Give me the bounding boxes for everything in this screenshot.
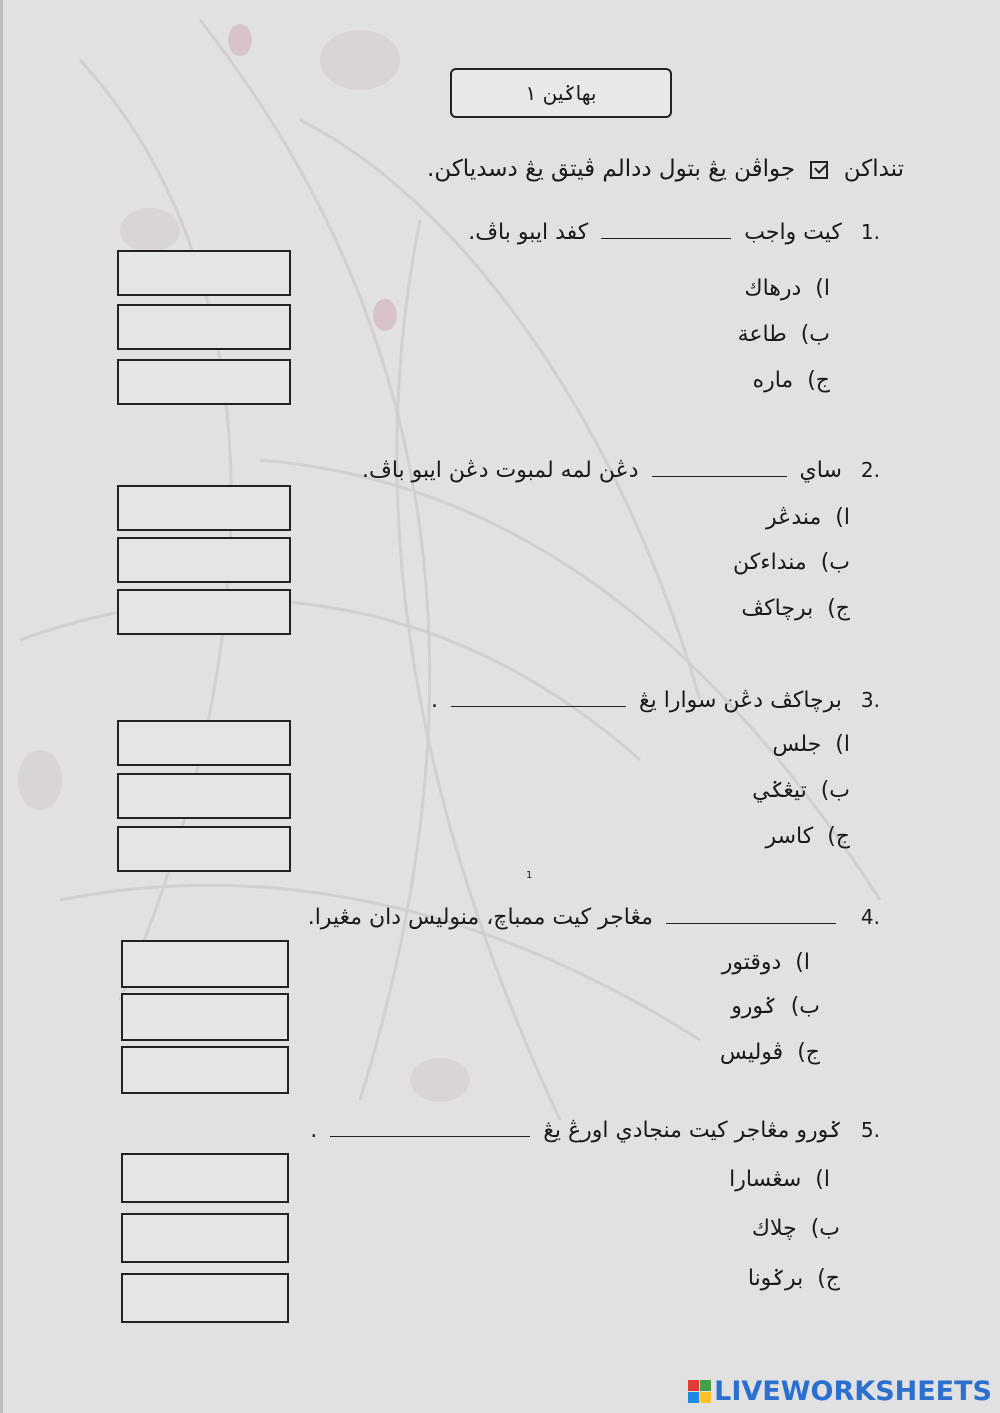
liveworksheets-logo-icon [688,1380,712,1404]
question-2 [240,458,880,483]
option-text: برݢونا [747,1266,804,1291]
option-letter: ب) [800,322,830,347]
question-text-start: ساي [799,458,842,483]
page-edge [0,0,3,1413]
option-text: ڤوليس [719,1040,784,1065]
option-letter: ج) [817,1266,840,1291]
answer-box-2a[interactable] [117,485,291,531]
option-text: كاسر [765,824,814,849]
option-text: درهاك [744,276,802,301]
option-4b [731,994,820,1019]
option-1b [738,322,830,347]
question-number: 5. [860,1118,880,1142]
answer-box-2c[interactable] [117,589,291,635]
option-1c [753,368,830,393]
question-text-start: برچاكڤ دڠن سوارا يڠ [638,688,842,713]
question-number: 2. [860,458,880,482]
question-blank [652,458,787,477]
option-5b [752,1216,840,1241]
section-title-text: بهاݢين ١ [525,81,597,105]
option-3a [772,732,850,757]
question-blank [451,688,626,707]
option-text: چلاك [751,1216,797,1241]
question-blank [601,220,731,239]
question-3 [240,688,880,713]
option-letter: ا) [815,1167,830,1192]
option-letter: ا) [795,950,810,975]
option-text: ماره [752,368,794,393]
answer-box-3b[interactable] [117,773,291,819]
question-1 [240,220,880,245]
answer-box-5c[interactable] [121,1273,289,1323]
option-letter: ب) [820,778,850,803]
option-5c [748,1266,840,1291]
question-text-start: ݢورو مڠاجر كيت منجادي اورڠ يڠ [543,1118,842,1143]
answer-box-3a[interactable] [117,720,291,766]
option-1a [744,276,830,301]
question-text-start: كيت واجب [744,220,842,245]
section-title [450,68,672,118]
option-letter: ا) [815,276,830,301]
option-letter: ج) [827,824,850,849]
liveworksheets-logo-text: LIVEWORKSHEETS [714,1376,992,1407]
answer-box-4c[interactable] [121,1046,289,1094]
question-text-end: دڠن لمه لمبوت دڠن ايبو باڤ. [362,458,639,483]
answer-box-4a[interactable] [121,940,289,988]
option-letter: ب) [810,1216,840,1241]
option-letter: ج) [807,368,830,393]
option-letter: ا) [835,505,850,530]
answer-box-3c[interactable] [117,826,291,872]
instruction-text-start: تنداكن [843,156,904,182]
answer-box-1c[interactable] [117,359,291,405]
instruction [264,156,904,182]
option-text: برچاكڤ [741,596,814,621]
option-2c [741,596,850,621]
option-3b [752,778,850,803]
option-letter: ب) [790,994,820,1019]
question-text-end: . [310,1118,318,1143]
question-4 [240,905,880,930]
option-5a [729,1167,830,1192]
option-text: مندڠر [766,505,822,530]
option-3c [765,824,850,849]
liveworksheets-logo [688,1376,992,1407]
answer-box-2b[interactable] [117,537,291,583]
question-text-end: . [430,688,438,713]
option-letter: ب) [820,550,850,575]
answer-box-5b[interactable] [121,1213,289,1263]
answer-box-4b[interactable] [121,993,289,1041]
option-4a [722,950,810,975]
option-text: جلس [772,732,822,757]
answer-box-5a[interactable] [121,1153,289,1203]
question-5 [240,1118,880,1143]
question-number: 3. [860,688,880,712]
question-number: 4. [860,905,880,929]
option-text: سڠسارا [729,1167,802,1192]
option-text: منداءكن [733,550,807,575]
option-2b [733,550,850,575]
option-text: دوقتور [721,950,782,975]
option-text: تيڠݢي [752,778,807,803]
option-letter: ج) [797,1040,820,1065]
question-text-end: مڠاجر كيت ممباچ، منوليس دان مڠيرا. [307,905,653,930]
option-text: ݢورو [731,994,777,1019]
option-4c [720,1040,820,1065]
option-letter: ج) [827,596,850,621]
question-number: 1. [860,220,880,244]
page-number: 1 [526,870,533,881]
question-blank [666,905,836,924]
answer-box-1a[interactable] [117,250,291,296]
checkbox-icon [810,161,828,179]
option-letter: ا) [835,732,850,757]
option-2a [766,505,850,530]
answer-box-1b[interactable] [117,304,291,350]
instruction-text-end: جواڤن يڠ بتول ددالم ڤيتق يڠ دسدياكن. [427,156,796,182]
option-text: طاعة [737,322,787,347]
question-blank [330,1118,530,1137]
question-text-end: كفد ايبو باڤ. [468,220,589,245]
